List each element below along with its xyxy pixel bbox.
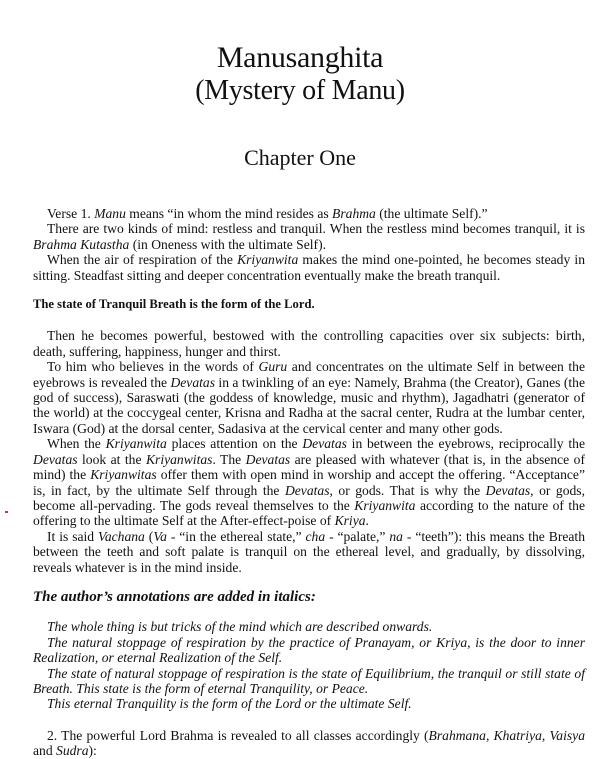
chapter-heading: Chapter One [244,145,356,170]
stray-mark [5,511,8,513]
page-subtitle: (Mystery of Manu) [195,75,405,106]
devatas-attention-paragraph: When the Kriyanwita places attention on the Devatas in between the eyebrows, reciprocally the Devatas look at the Kriyanwitas. The Devatas are pleased with whatever (that is, in the absence of mind) the Kriyanwitas offer them with open mind in worship and accept the offering. “Acceptance” is, in fact, by the ultimate Self through the Devatas, or gods. That is why the Devatas, or gods, become all-pervading. The gods reveal themselves to the Kriyanwita according to the nature of the offering to the ultimate Self at the After-effect-poise of Kriya. [33,436,585,529]
annotation-line: This eternal Tranquility is the form of the Lord or the ultimate Self. [47,696,412,712]
verse-1-paragraph: Verse 1. Manu means “in whom the mind resides as Brahma (the ultimate Self).” [47,206,488,221]
air-of-respiration-paragraph: When the air of respiration of the Kriyanwita makes the mind one-pointed, he becomes steady in sitting. Steadfast sitting and deeper concentration eventually make the breath tranquil. [33,252,586,283]
annotations-heading: The author’s annotations are added in italics: [33,588,316,605]
guru-paragraph: To him who believes in the words of Guru and concentrates on the ultimate Self in between the eyebrows is revealed the Devatas in a twinkling of an eye: Namely, Brahma (the Creator), Ganes (the god of success), Saraswati (the goddess of knowledge, music and rhythm), Jagadhatri (generator of the world) at the coccygeal center, Krisna and Radha at the sacral center, Rudra at the lumbar center, Iswara (God) at the dorsal center, Sadasiva at the cervical center and many other gods. [33,359,585,436]
tranquil-breath-heading: The state of Tranquil Breath is the form of the Lord. [33,297,315,312]
powerful-paragraph: Then he becomes powerful, bestowed with the controlling capacities over six subjects: birth, death, suffering, happiness, hunger and thirst. [33,328,585,359]
vachana-paragraph: It is said Vachana (Va - “in the ethereal state,” cha - “palate,” na - “teeth”): this means the Breath between the teeth and soft palate is tranquil on the ethereal level, and gradually, by dissolving, reveals whatever is in the mind inside. [33,528,585,575]
annotation-line: The natural stoppage of respiration by the practice of Pranayam, or Kriya, is the door to inner Realization, or eternal Realization of the Self. [33,634,585,666]
annotation-line: The whole thing is but tricks of the mind which are described onwards. [47,619,433,635]
annotations-block [33,619,585,711]
body-text [33,206,585,759]
verse-2-paragraph: 2. The powerful Lord Brahma is revealed to all classes accordingly (Brahmana, Khatriya, Vaisya and Sudra): [33,727,586,759]
two-minds-paragraph: There are two kinds of mind: restless and tranquil. When the restless mind becomes tranquil, it is Brahma Kutastha (in Oneness with the ultimate Self). [33,221,585,252]
page-title: Manusanghita [216,41,384,74]
annotation-line: The state of natural stoppage of respiration is the state of Equilibrium, the tranquil or still state of Breath. This state is the form of eternal Tranquility, or Peace. [33,665,585,696]
